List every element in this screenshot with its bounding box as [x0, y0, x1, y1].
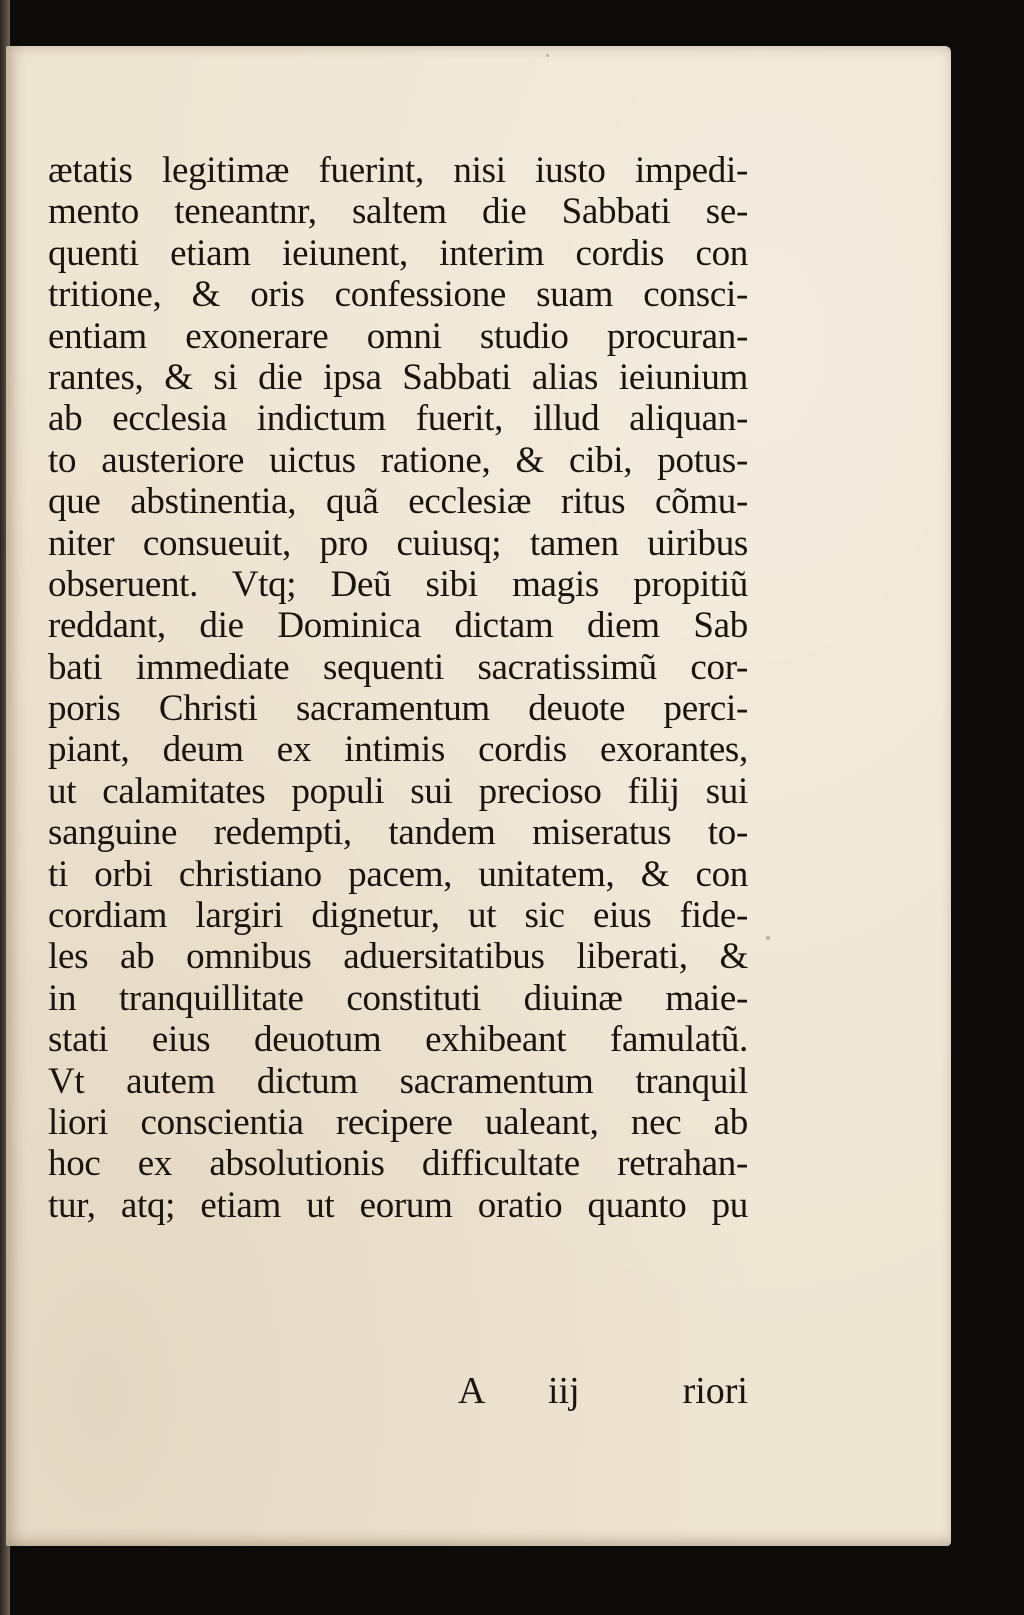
- text-line: mento teneantnr, saltem die Sabbati se-: [48, 191, 748, 233]
- text-line: hoc ex absolutionis difficultate retrahan-: [48, 1143, 748, 1185]
- text-line: ab ecclesia indictum fuerit, illud aliquan-: [48, 398, 748, 440]
- text-line: to austeriore uictus ratione, & cibi, potus-: [48, 439, 748, 481]
- text-line: reddant, die Dominica dictam diem Sab: [48, 605, 748, 647]
- text-line: obseruent. Vtq; Deũ sibi magis propitiũ: [48, 563, 748, 605]
- body-text: [48, 150, 748, 1226]
- text-line: que abstinentia, quã ecclesiæ ritus cõmu-: [48, 481, 748, 523]
- text-line: les ab omnibus aduersitatibus liberati, &: [48, 936, 748, 978]
- paper-speck: [546, 54, 549, 57]
- signature-number: iij: [548, 1370, 580, 1412]
- catchword: riori: [682, 1370, 748, 1412]
- text-line: poris Christi sacramentum deuote perci-: [48, 688, 748, 730]
- text-line: tritione, & oris confessione suam consci-: [48, 274, 748, 316]
- text-line: ti orbi christiano pacem, unitatem, & con: [48, 853, 748, 895]
- text-line: cordiam largiri dignetur, ut sic eius fide-: [48, 895, 748, 937]
- text-line: piant, deum ex intimis cordis exorantes,: [48, 729, 748, 771]
- signature-mark: A: [458, 1370, 486, 1412]
- page-footer: [48, 1369, 748, 1413]
- text-line: sanguine redempti, tandem miseratus to-: [48, 812, 748, 854]
- text-line: stati eius deuotum exhibeant famulatũ.: [48, 1019, 748, 1061]
- text-line: quenti etiam ieiunent, interim cordis con: [48, 232, 748, 274]
- text-line: Vt autem dictum sacramentum tranquil: [48, 1060, 748, 1102]
- text-line: niter consueuit, pro cuiusq; tamen uiribus: [48, 522, 748, 564]
- text-line: tur, atq; etiam ut eorum oratio quanto pu: [48, 1184, 748, 1226]
- text-line: liori conscientia recipere ualeant, nec ab: [48, 1101, 748, 1143]
- text-line: bati immediate sequenti sacratissimũ cor-: [48, 646, 748, 688]
- paper-speck: [766, 936, 770, 940]
- text-line: in tranquillitate constituti diuinæ maie-: [48, 977, 748, 1019]
- text-line: rantes, & si die ipsa Sabbati alias ieiunium: [48, 356, 748, 398]
- text-line: entiam exonerare omni studio procuran-: [48, 315, 748, 357]
- text-line: ætatis legitimæ fuerint, nisi iusto impedi-: [48, 150, 748, 191]
- text-line: ut calamitates populi sui precioso filij sui: [48, 770, 748, 812]
